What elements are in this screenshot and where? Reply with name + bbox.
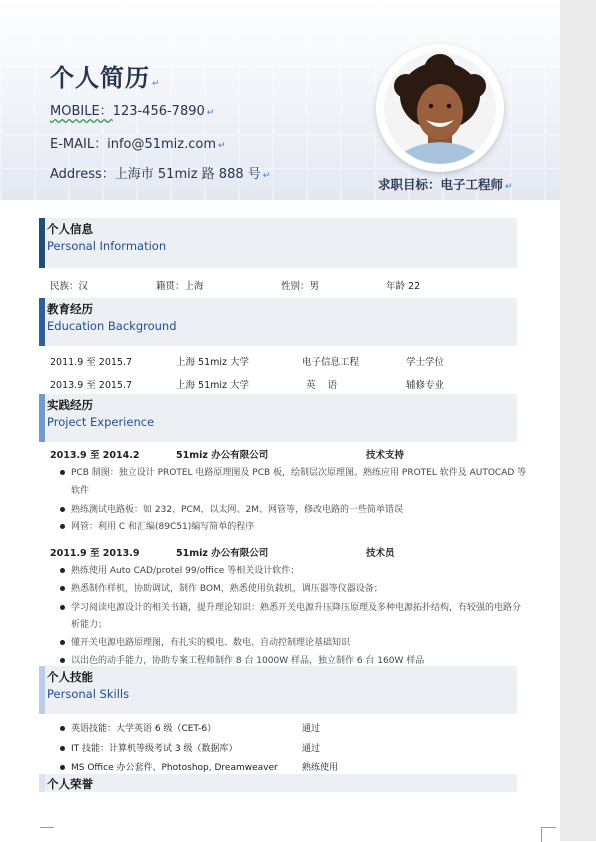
skill-item: 英语技能：大学英语 6 级（CET-6） <box>60 721 216 734</box>
section-title-zh: 实践经历 <box>47 398 93 412</box>
email-line: E-MAIL：info@51miz.com ↵ <box>50 137 226 152</box>
skill-level: 通过 <box>302 744 321 754</box>
field-age: 年龄 22 <box>386 281 421 292</box>
page-corner-mark <box>541 827 556 842</box>
section-title-en: Personal Information <box>47 239 167 253</box>
job-bullet-continued: 软件 <box>71 486 90 496</box>
section-title-zh: 个人信息 <box>47 222 93 236</box>
section-accent-bar <box>39 774 45 792</box>
job-role: 技术支持 <box>366 450 405 461</box>
job-bullet-continued: 析能力； <box>71 620 108 630</box>
job-bullet: 熟练测试电路板：如 232、PCM、以太网、2M、网管等，修改电路的一些简单错误 <box>60 502 403 515</box>
profile-photo <box>384 52 496 164</box>
section-experience <box>39 394 517 442</box>
resume-title: 个人简历 ↵ <box>50 64 161 92</box>
job-bullet: 懂开关电源电路原理图，有扎实的模电、数电、自动控制理论基础知识 <box>60 635 350 648</box>
job-company: 51miz 办公有限公司 <box>176 548 269 559</box>
job-bullet: 学习阅读电源设计的相关书籍，提升理论知识：熟悉开关电源升压降压原理及多种电源拓扑结构，有较强的电路分 <box>60 600 521 613</box>
section-personal-info <box>39 218 517 268</box>
section-title-zh: 教育经历 <box>47 302 93 316</box>
edu-degree: 学士学位 <box>406 357 445 368</box>
job-objective: 求职目标：电子工程师 ↵ <box>378 177 513 192</box>
job-period: 2013.9 至 2014.2 <box>50 450 140 461</box>
job-company: 51miz 办公有限公司 <box>176 450 269 461</box>
page-corner-mark <box>40 827 54 842</box>
job-bullet: 以出色的动手能力，协助专案工程师制作 8 台 1000W 样品，独立制作 6 台 160W 样品 <box>60 653 424 666</box>
skill-item: IT 技能：计算机等级考试 3 级（数据库） <box>60 741 237 754</box>
mobile-label: MOBILE： <box>50 104 113 119</box>
job-bullet: PCB 制图：独立设计 PROTEL 电路原理图及 PCB 板，绘制层次原理图。熟练应用 PROTEL 软件及 AUTOCAD 等 <box>60 465 526 478</box>
mobile-line: MOBILE：123-456-7890 ↵ <box>50 104 215 119</box>
section-title-en: Education Background <box>47 319 177 333</box>
section-accent-bar <box>39 666 45 714</box>
field-hometown: 籍贯：上海 <box>156 281 204 292</box>
edu-period: 2011.9 至 2015.7 <box>50 357 133 368</box>
edu-major: 电子信息工程 <box>302 357 360 368</box>
section-title-en: Project Experience <box>47 415 155 429</box>
edu-major: 英 语 <box>306 380 338 391</box>
skill-level: 熟练使用 <box>302 763 339 773</box>
section-title-zh: 个人技能 <box>47 670 93 684</box>
skill-item: MS Office 办公套件、Photoshop, Dreamweaver <box>60 760 278 773</box>
section-accent-bar <box>39 218 45 268</box>
section-skills <box>39 666 517 714</box>
section-accent-bar <box>39 298 45 346</box>
field-ethnicity: 民族：汉 <box>50 281 89 292</box>
field-gender: 性别：男 <box>281 281 320 292</box>
skill-level: 通过 <box>302 724 321 734</box>
edu-school: 上海 51miz 大学 <box>176 357 250 368</box>
section-accent-bar <box>39 394 45 442</box>
edu-degree: 辅修专业 <box>406 380 445 391</box>
job-bullet: 熟练使用 Auto CAD/protel 99/office 等相关设计软件； <box>60 563 299 576</box>
page-margin-shadow <box>560 0 596 841</box>
address-line: Address：上海市 51miz 路 888 号 ↵ <box>50 167 271 182</box>
section-title-en: Personal Skills <box>47 687 130 701</box>
edu-school: 上海 51miz 大学 <box>176 380 250 391</box>
edu-period: 2013.9 至 2015.7 <box>50 380 133 391</box>
section-education <box>39 298 517 346</box>
job-bullet: 熟悉制作样机，协助调试，制作 BOM，熟悉使用负载机，调压器等仪器设备； <box>60 581 383 594</box>
section-title-zh: 个人荣誉 <box>47 777 93 791</box>
job-bullet: 网管：利用 C 和汇编(89C51)编写简单的程序 <box>60 519 254 532</box>
job-period: 2011.9 至 2013.9 <box>50 548 140 559</box>
job-role: 技术员 <box>366 548 395 559</box>
section-honors <box>39 774 517 792</box>
mobile-value: 123-456-7890 <box>112 104 205 119</box>
